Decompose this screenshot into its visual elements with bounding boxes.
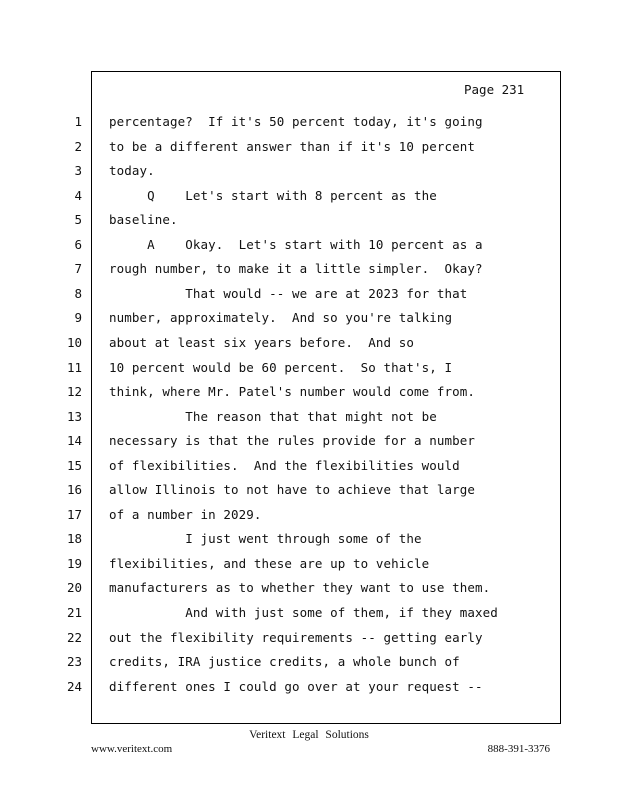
line-number: 20	[66, 580, 82, 596]
transcript-line: manufacturers as to whether they want to use them.	[109, 580, 491, 596]
line-number: 11	[66, 359, 82, 375]
transcript-line: And with just some of them, if they maxed	[109, 605, 498, 620]
transcript-line: Q Let's start with 8 percent as the	[109, 187, 437, 203]
transcript-line: of flexibilities. And the flexibilities would	[109, 457, 460, 473]
line-number: 7	[74, 261, 82, 277]
transcript-line: to be a different answer than if it's 10 percent	[109, 138, 476, 154]
transcript-line: allow Illinois to not have to achieve that large	[109, 482, 476, 498]
line-number: 15	[66, 457, 82, 473]
line-number: 8	[74, 285, 82, 301]
transcript-line: today.	[109, 163, 155, 179]
footer-url: www.veritext.com	[91, 743, 173, 755]
page-number: Page 231	[464, 82, 525, 97]
line-number: 4	[74, 187, 82, 203]
line-number: 23	[66, 654, 82, 670]
line-number: 6	[74, 236, 82, 252]
line-number: 1	[74, 114, 82, 129]
line-number: 3	[74, 163, 82, 179]
line-number: 12	[66, 384, 82, 400]
line-number: 21	[66, 605, 82, 620]
transcript-line: necessary is that the rules provide for a number	[109, 433, 476, 449]
transcript-line: out the flexibility requirements -- getting early	[109, 629, 483, 645]
transcript-line: flexibilities, and these are up to vehicle	[109, 555, 430, 571]
transcript-line: about at least six years before. And so	[109, 334, 415, 350]
line-number: 19	[66, 555, 82, 571]
line-number: 13	[66, 408, 82, 424]
transcript-line: I just went through some of the	[109, 531, 422, 547]
transcript-line: number, approximately. And so you're talking	[109, 310, 453, 326]
transcript-line: of a number in 2029.	[109, 506, 262, 522]
line-number: 24	[66, 678, 82, 694]
transcript-line: rough number, to make it a little simpler. Okay?	[109, 261, 483, 277]
transcript-line: A Okay. Let's start with 10 percent as a	[109, 236, 483, 252]
line-number: 9	[74, 310, 82, 326]
line-number: 14	[66, 433, 82, 449]
footer-company: Veritext Legal Solutions	[249, 729, 369, 741]
transcript-line: different ones I could go over at your request --	[109, 678, 483, 694]
line-number: 22	[66, 629, 82, 645]
transcript-line: That would -- we are at 2023 for that	[109, 285, 468, 301]
transcript-line: think, where Mr. Patel's number would come from.	[109, 384, 476, 400]
transcript-line: The reason that that might not be	[109, 408, 437, 424]
transcript-line: baseline.	[109, 212, 178, 228]
transcript-line: percentage? If it's 50 percent today, it's going	[109, 114, 483, 129]
line-number: 2	[74, 138, 82, 154]
line-number: 16	[66, 482, 82, 498]
footer-phone: 888-391-3376	[487, 743, 550, 755]
line-number: 5	[74, 212, 82, 228]
transcript-line: credits, IRA justice credits, a whole bunch of	[109, 654, 460, 670]
line-number: 10	[66, 334, 82, 350]
transcript-line: 10 percent would be 60 percent. So that's, I	[109, 359, 453, 375]
line-number: 18	[66, 531, 82, 547]
line-number: 17	[66, 506, 82, 522]
